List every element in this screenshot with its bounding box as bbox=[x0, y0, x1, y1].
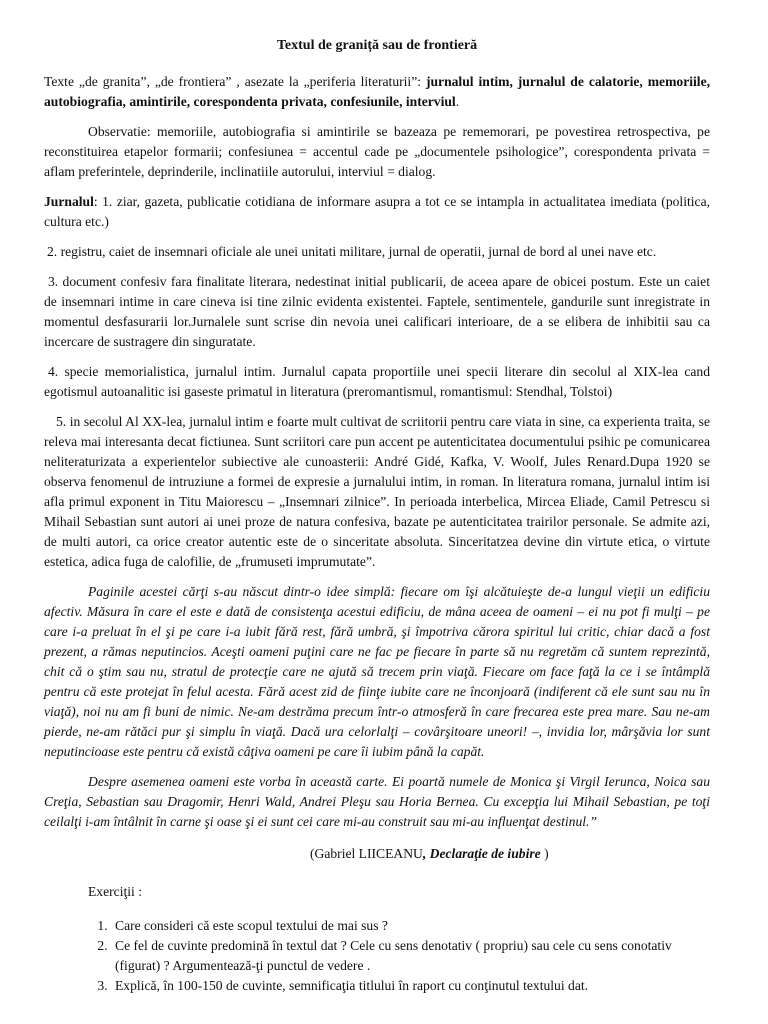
intro-lead: Texte „de granita”, „de frontiera” , asezate la „periferia literaturii”: bbox=[44, 74, 426, 89]
jurnal-label: Jurnalul bbox=[44, 194, 94, 209]
jurnal-definition-5: 5. in secolul Al XX-lea, jurnalul intim e foarte mult cultivat de scriitorii pentru care viata in sine, ca experienta traita, se releva mai interesanta decat fictiunea. Sunt scriitori care pun accent pe autenticitatea documentului psihic pe comunicarea neliteraturizata a experientelor subiective ale cunoasterii: André Gidé, Kafka, V. Woolf, Jules Renard.Dupa 1920 se observa fenomenul de intruziune a formei de expresie a jurnalului intim, in roman. In literatura romana, jurnalul intim isi afla primul exponent in Titu Maiorescu – „Insemnari zilnice”. In perioada interbelica, Mircea Eliade, Camil Petrescu si Mihail Sebastian sunt autori ai unei proze de natura confesiva, bazate pe autenticitatea trairilor personale. Se admite azi, de multi autori, ca orice creator autentic este de o sinceritate absoluta. Sinceritatzea devine din virtute etica, o virtute estetica, adica fuga de calofilie, de „frumuseti imprumutate”. bbox=[44, 414, 710, 569]
attribution-work: , Declaraţie de iubire bbox=[422, 846, 541, 861]
exercises-list bbox=[44, 916, 710, 996]
quote-paragraph-1: Paginile acestei cărţi s-au născut dintr-o idee simplă: fiecare om îşi alcătuieşte de-a lungul vieţii un edificiu afectiv. Măsura în care el este e dată de consistenţa acestui edificiu, de mâna aceea de oameni – ei nu pot fi mulţi – pe care i-a preluat în el şi pe care i-a iubit fără rest, fără umbră, şi împotriva cărora spiritul lui critic, chiar dacă a fost prezent, a rămas neputincios. Aceşti oameni puţini care ne fac pe fiecare în parte să nu regretăm că suntem reprezintă, chit că o ştim sau nu, stratul de protecţie care ne ajută să trecem prin viaţă. Fiecare om face faţă la ce i se întâmplă pentru că este protejat în felul acesta. Fără acest zid de fiinţe iubite care ne înconjoară (indiferent că ele sunt sau nu în viaţă), noi nu am fi buni de nimic. Ne-am destrăma precum într-o atmosferă în care frecarea este prea mare. Sau ne-am pierde, ne-am rătăci pur şi simplu în viaţă. Dacă ura celorlalţi – covârşitoare uneori! –, invidia lor, mârşăvia lor sunt neputincioase este pentru că există câţiva oameni pe care îi iubim până la capăt. bbox=[44, 584, 710, 759]
attribution-close: ) bbox=[540, 846, 549, 861]
jurnal-definition-4: 4. specie memorialistica, jurnalul intim. Jurnalul capata proportiile unei specii literare din secolul al XIX-lea cand egotismul autoanalitic isi gaseste primatul in literatura (preromantismul, romantismul: Stendhal, Tolstoi) bbox=[44, 364, 710, 399]
intro-end: . bbox=[455, 94, 460, 109]
intro-paragraph bbox=[44, 72, 710, 112]
exercises-heading: Exerciţii : bbox=[88, 884, 142, 899]
intro-genres: jurnalul intim, jurnalul de calatorie, memoriile, autobiografia, amintirile, corespondenta privata, confesiunile, interviul bbox=[44, 74, 710, 109]
exercise-item: 2. Ce fel de cuvinte predomină în textul dat ? Cele cu sens denotativ ( propriu) sau cele cu sens conotativ (figurat) ? Argumentează-ţi punctul de vedere . bbox=[111, 936, 710, 976]
jurnal-definition-2: 2. registru, caiet de insemnari oficiale ale unei unitati militare, jurnal de operatii, jurnal de bord al unei nave etc. bbox=[47, 244, 657, 259]
document-title: Textul de graniță sau de frontieră bbox=[276, 38, 478, 53]
jurnal-definition-1 bbox=[44, 192, 710, 232]
observatie-paragraph: Observatie: memoriile, autobiografia si amintirile se bazeaza pe rememorari, pe povestirea retrospectiva, pe reconstituirea etapelor formarii; confesiunea = accentul cade pe „documentele psihologice”, corespondenta privata = aflam preferintele, deprinderile, inclinatiile autorului, interviul = dialog. bbox=[44, 124, 710, 179]
jurnal-def-1-text: : 1. ziar, gazeta, publicatie cotidiana de informare asupra a tot ce se intampla in actualitatea imediata (politica, cultura etc.) bbox=[44, 194, 710, 229]
attribution-author: (Gabriel LIICEANU bbox=[310, 846, 423, 861]
quote-attribution bbox=[44, 844, 710, 864]
quote-paragraph-2: Despre asemenea oameni este vorba în această carte. Ei poartă numele de Monica şi Virgil Ierunca, Noica sau Creţia, Sebastian sau Dragomir, Henri Wald, Andrei Pleşu sau Horia Bernea. Cu excepţia lui Mihail Sebastian, pe toţi ceilalţi i-am întâlnit în carne şi oase şi ei sunt cei care mi-au construit sau mi-au influenţat destinul.” bbox=[44, 774, 710, 829]
jurnal-definition-3: 3. document confesiv fara finalitate literara, nedestinat initial publicarii, de aceea apare de obicei postum. Este un caiet de insemnari intime in care cineva isi tine zilnic evidenta existentei. Faptele, sentimentele, gandurile sunt inregistrate in momentul desfasurarii lor.Jurnalele sunt scrise din nevoia unei calificari interioare, de a se elibera de inhibitii sau ca incercare de sustragere din singuratate. bbox=[44, 274, 710, 349]
exercise-item: 1. Care consideri că este scopul textului de mai sus ? bbox=[111, 916, 710, 936]
exercise-item: 3. Explică, în 100-150 de cuvinte, semnificaţia titlului în raport cu conţinutul textului dat. bbox=[111, 976, 710, 996]
